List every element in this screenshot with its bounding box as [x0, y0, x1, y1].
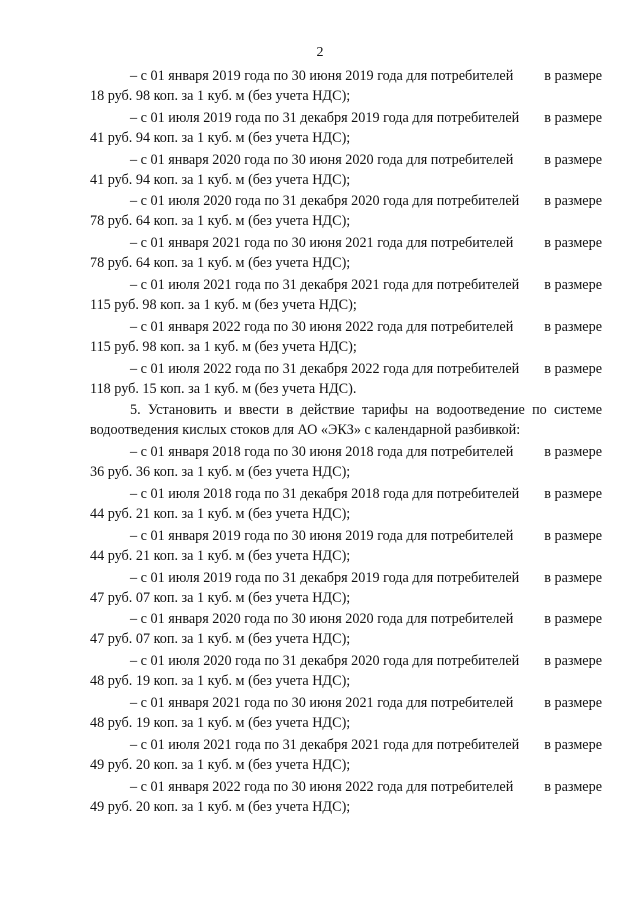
tariff-size-label: в размере	[544, 485, 602, 502]
tariff-price-text: 49 руб. 20 коп. за 1 куб. м (без учета НДС);	[90, 756, 351, 773]
tariff-price-text: 41 руб. 94 коп. за 1 куб. м (без учета НДС);	[90, 171, 351, 188]
tariff-price-text: 48 руб. 19 коп. за 1 куб. м (без учета НДС);	[90, 673, 351, 690]
section-5-heading	[90, 400, 602, 440]
tariff-size-label: в размере	[544, 736, 602, 753]
tariff-price-text: 18 руб. 98 коп. за 1 куб. м (без учета НДС);	[90, 88, 351, 104]
tariff-size-label: в размере	[544, 318, 602, 335]
tariff-size-label: в размере	[544, 778, 602, 795]
tariff-size-label: в размере	[544, 653, 602, 670]
section-5-line-1: 5. Установить и ввести в действие тарифы на водоотведение по системе	[130, 402, 602, 419]
tariff-period-text: – с 01 января 2021 года по 30 июня 2021 года для потребителей	[130, 694, 514, 711]
tariff-price-text: 115 руб. 98 коп. за 1 куб. м (без учета НДС);	[90, 296, 357, 313]
section-5-line-2: водоотведения кислых стоков для АО «ЭКЗ» с календарной разбивкой:	[90, 422, 521, 439]
tariff-item	[90, 191, 602, 231]
tariff-price-text: 78 руб. 64 коп. за 1 куб. м (без учета НДС);	[90, 213, 351, 230]
tariff-price-text: 36 руб. 36 коп. за 1 куб. м (без учета НДС);	[90, 464, 351, 481]
tariff-period-text: – с 01 января 2019 года по 30 июня 2019 года для потребителей	[130, 68, 514, 84]
tariff-price-text: 78 руб. 64 коп. за 1 куб. м (без учета НДС);	[90, 255, 351, 272]
tariff-period-text: – с 01 июля 2018 года по 31 декабря 2018 года для потребителей	[130, 485, 520, 502]
tariff-size-label: в размере	[544, 109, 602, 126]
tariff-period-text: – с 01 января 2022 года по 30 июня 2022 года для потребителей	[130, 318, 514, 335]
document-body	[90, 66, 602, 818]
tariff-item	[90, 609, 602, 649]
tariff-size-label: в размере	[544, 276, 602, 293]
tariff-price-text: 44 руб. 21 коп. за 1 куб. м (без учета НДС);	[90, 547, 351, 564]
tariff-period-text: – с 01 июля 2022 года по 31 декабря 2022 года для потребителей	[130, 360, 520, 377]
tariff-period-text: – с 01 января 2021 года по 30 июня 2021 года для потребителей	[130, 235, 514, 252]
tariff-size-label: в размере	[544, 444, 602, 461]
tariff-period-text: – с 01 января 2022 года по 30 июня 2022 года для потребителей	[130, 778, 514, 795]
tariff-item	[90, 693, 602, 733]
tariff-period-text: – с 01 января 2020 года по 30 июня 2020 года для потребителей	[130, 611, 514, 628]
tariff-period-text: – с 01 июля 2019 года по 31 декабря 2019 года для потребителей	[130, 569, 520, 586]
tariff-size-label: в размере	[544, 611, 602, 628]
tariff-item	[90, 317, 602, 357]
tariff-item	[90, 275, 602, 315]
tariff-period-text: – с 01 июля 2020 года по 31 декабря 2020 года для потребителей	[130, 653, 520, 670]
tariff-period-text: – с 01 июля 2021 года по 31 декабря 2021 года для потребителей	[130, 736, 520, 753]
tariff-price-text: 48 руб. 19 коп. за 1 куб. м (без учета НДС);	[90, 714, 351, 731]
tariff-item	[90, 150, 602, 190]
tariff-price-text: 115 руб. 98 коп. за 1 куб. м (без учета НДС);	[90, 338, 357, 355]
tariff-item	[90, 359, 602, 399]
tariff-price-text: 47 руб. 07 коп. за 1 куб. м (без учета НДС);	[90, 589, 351, 606]
tariff-price-text: 41 руб. 94 коп. за 1 куб. м (без учета НДС);	[90, 129, 351, 146]
tariff-size-label: в размере	[544, 193, 602, 210]
tariff-item	[90, 108, 602, 148]
tariff-price-text: 44 руб. 21 коп. за 1 куб. м (без учета НДС);	[90, 505, 351, 522]
tariff-item	[90, 568, 602, 608]
tariff-period-text: – с 01 января 2018 года по 30 июня 2018 года для потребителей	[130, 444, 514, 461]
tariff-price-text: 49 руб. 20 коп. за 1 куб. м (без учета НДС);	[90, 798, 351, 815]
tariff-size-label: в размере	[544, 68, 602, 84]
tariff-size-label: в размере	[544, 694, 602, 711]
tariff-size-label: в размере	[544, 527, 602, 544]
tariff-period-text: – с 01 января 2020 года по 30 июня 2020 года для потребителей	[130, 151, 514, 168]
tariff-size-label: в размере	[544, 151, 602, 168]
tariff-period-text: – с 01 июля 2019 года по 31 декабря 2019 года для потребителей	[130, 109, 520, 126]
tariff-item	[90, 442, 602, 482]
tariff-period-text: – с 01 января 2019 года по 30 июня 2019 года для потребителей	[130, 527, 514, 544]
tariff-price-text: 118 руб. 15 коп. за 1 куб. м (без учета НДС).	[90, 380, 357, 397]
tariff-price-text: 47 руб. 07 коп. за 1 куб. м (без учета НДС);	[90, 631, 351, 648]
tariff-period-text: – с 01 июля 2020 года по 31 декабря 2020 года для потребителей	[130, 193, 520, 210]
tariff-size-label: в размере	[544, 235, 602, 252]
tariff-item	[90, 651, 602, 691]
tariff-item	[90, 233, 602, 273]
page-number: 2	[316, 45, 324, 60]
tariff-size-label: в размере	[544, 569, 602, 586]
tariff-item	[90, 777, 602, 817]
tariff-size-label: в размере	[544, 360, 602, 377]
tariff-item	[90, 526, 602, 566]
tariff-item	[90, 735, 602, 775]
tariff-item	[90, 66, 602, 106]
tariff-item	[90, 484, 602, 524]
tariff-period-text: – с 01 июля 2021 года по 31 декабря 2021 года для потребителей	[130, 276, 520, 293]
